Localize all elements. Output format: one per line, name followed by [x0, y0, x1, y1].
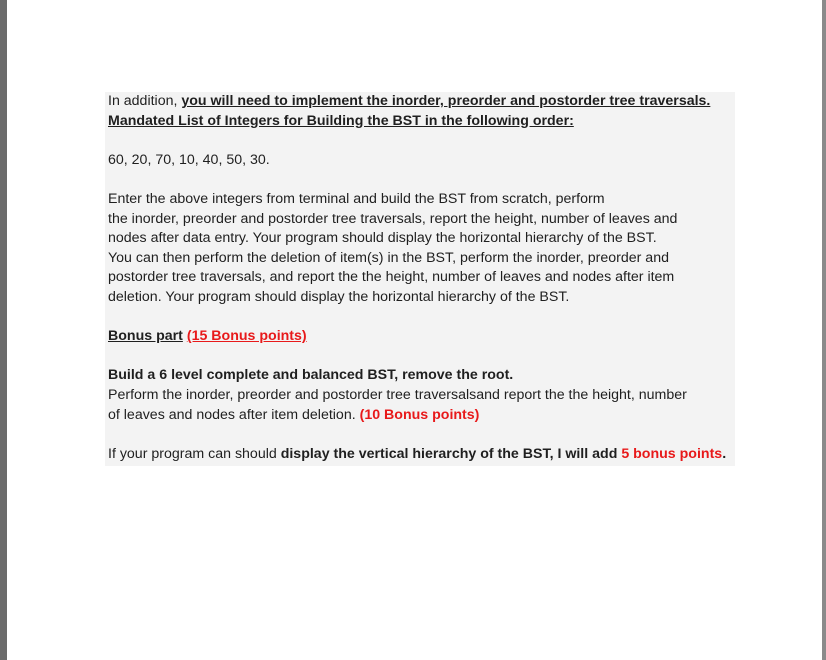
- window-right-edge: [822, 0, 826, 660]
- bonus-heading: Bonus part: [108, 328, 183, 345]
- bonus-vertical-lead: If your program can should: [108, 445, 281, 462]
- mandated-heading: Mandated List of Integers for Building the BST in the following order:: [108, 112, 574, 129]
- bonus-build-line: Build a 6 level complete and balanced BST, remove the root.: [108, 367, 514, 384]
- bonus-perform-text: of leaves and nodes after item deletion.: [108, 406, 360, 423]
- instruction-line: nodes after data entry. Your program should display the horizontal hierarchy of the BST.: [108, 230, 657, 247]
- bonus-vertical-line: [108, 445, 733, 465]
- document-page: [7, 0, 822, 660]
- spacer: [108, 170, 733, 190]
- integer-list: 60, 20, 70, 10, 40, 50, 30.: [108, 151, 270, 168]
- bonus-perform-line: Perform the inorder, preorder and postorder tree traversalsand report the the height, number: [108, 386, 687, 403]
- instruction-line: deletion. Your program should display the horizontal hierarchy of the BST.: [108, 288, 570, 305]
- intro-lead: In addition,: [108, 93, 182, 109]
- spacer: [108, 425, 733, 445]
- bonus-perform-line-2: [108, 406, 733, 426]
- bonus-heading-line: [108, 327, 733, 347]
- bonus-vertical-bold: display the vertical hierarchy of the BST, I will add: [280, 445, 622, 462]
- instruction-line: the inorder, preorder and postorder tree traversals, report the height, number of leaves and: [108, 210, 678, 227]
- instruction-line: You can then perform the deletion of item(s) in the BST, perform the inorder, preorder and: [108, 249, 669, 266]
- instruction-line: Enter the above integers from terminal and build the BST from scratch, perform: [108, 190, 605, 207]
- bonus-heading-points: (15 Bonus points): [186, 328, 307, 345]
- spacer: [108, 131, 733, 151]
- spacer: [108, 347, 733, 367]
- bonus-vertical-end: .: [722, 445, 727, 462]
- instruction-line: postorder tree traversals, and report the the height, number of leaves and nodes after item: [108, 269, 675, 286]
- assignment-text-block: [105, 92, 735, 466]
- bonus-vertical-points: 5 bonus points: [621, 445, 723, 462]
- window-left-edge: [0, 0, 7, 660]
- intro-emphasis: you will need to implement the inorder, preorder and postorder tree traversals.: [181, 93, 711, 109]
- bonus-perform-points: (10 Bonus points): [359, 406, 480, 423]
- intro-line: [108, 92, 733, 112]
- spacer: [108, 308, 733, 328]
